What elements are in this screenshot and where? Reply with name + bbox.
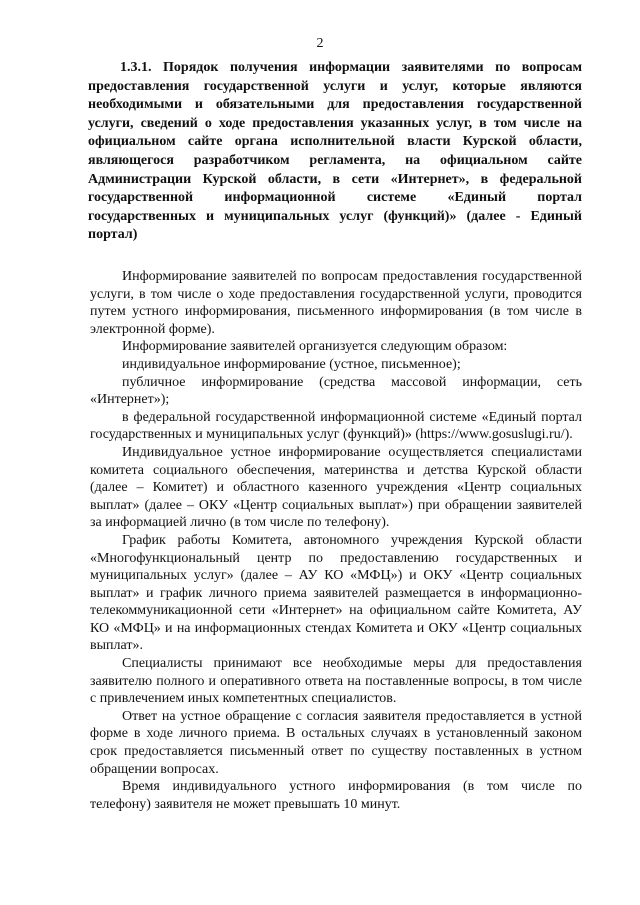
paragraph: Информирование заявителей организуется следующим образом:: [122, 339, 508, 355]
page-number: 2: [316, 36, 324, 51]
paragraph: Специалисты принимают все необходимые меры для предоставления заявителю полного и оперативного ответа на поставленные вопросы, в том числе с привлечением иных компетентных специалистов.: [90, 656, 582, 707]
paragraph: публичное информирование (средства массовой информации, сеть «Интернет»);: [90, 374, 582, 408]
paragraph: График работы Комитета, автономного учреждения Курской области «Многофункциональный центр по предоставлению государственных и муниципальных услуг» (далее – АУ КО «МФЦ») и ОКУ «Центр социальных выплат» и график личного приема заявителей размещается в информационно- телекоммуникационной сети «Интернет» на официальном сайте Комитета, АУ КО «МФЦ» и на информационных стендах Комитета и ОКУ «Центр социальных выплат».: [90, 532, 582, 654]
paragraph: Информирование заявителей по вопросам предоставления государственной услуги, в том числе о ходе предоставления государственной услуги, проводится путем устного информирования, письменного информирования (в том числе в электронной форме).: [90, 269, 582, 337]
paragraph: Индивидуальное устное информирование осуществляется специалистами комитета социального обеспечения, материнства и детства Курской области (далее – Комитет) и областного казенного учреждения «Центр социальных выплат» (далее – ОКУ «Центр социальных выплат») при обращении заявителей за информацией лично (в том числе по телефону).: [90, 444, 582, 531]
paragraph: Время индивидуального устного информирования (в том числе по телефону) заявителя не может превышать 10 минут.: [90, 779, 582, 812]
body-text: [90, 268, 582, 813]
section-heading: 1.3.1. Порядок получения информации заявителями по вопросам предоставления государственной услуги и услуг, которые являются необходимыми и обязательными для предоставления государственной услуги, сведений о ходе предоставления указанных услуг, в том числе на официальном сайте органа исполнительной власти Курской области, являющегося разработчиком регламента, на официальном сайте Администрации Курской области, в сети «Интернет», в федеральной государственной информационной системе «Единый портал государственных и муниципальных услуг (функций)» (далее - Единый портал): [88, 60, 582, 243]
paragraph: индивидуальное информирование (устное, письменное);: [122, 356, 461, 372]
paragraph: в федеральной государственной информационной системе «Единый портал государственных и муниципальных услуг (функций)» (https://www.gosuslugi.ru/).: [90, 409, 582, 443]
paragraph: Ответ на устное обращение с согласия заявителя предоставляется в устной форме в ходе личного приема. В остальных случаях в установленный законом срок предоставляется письменный ответ по существу поставленных в устном обращении вопросах.: [90, 708, 582, 777]
